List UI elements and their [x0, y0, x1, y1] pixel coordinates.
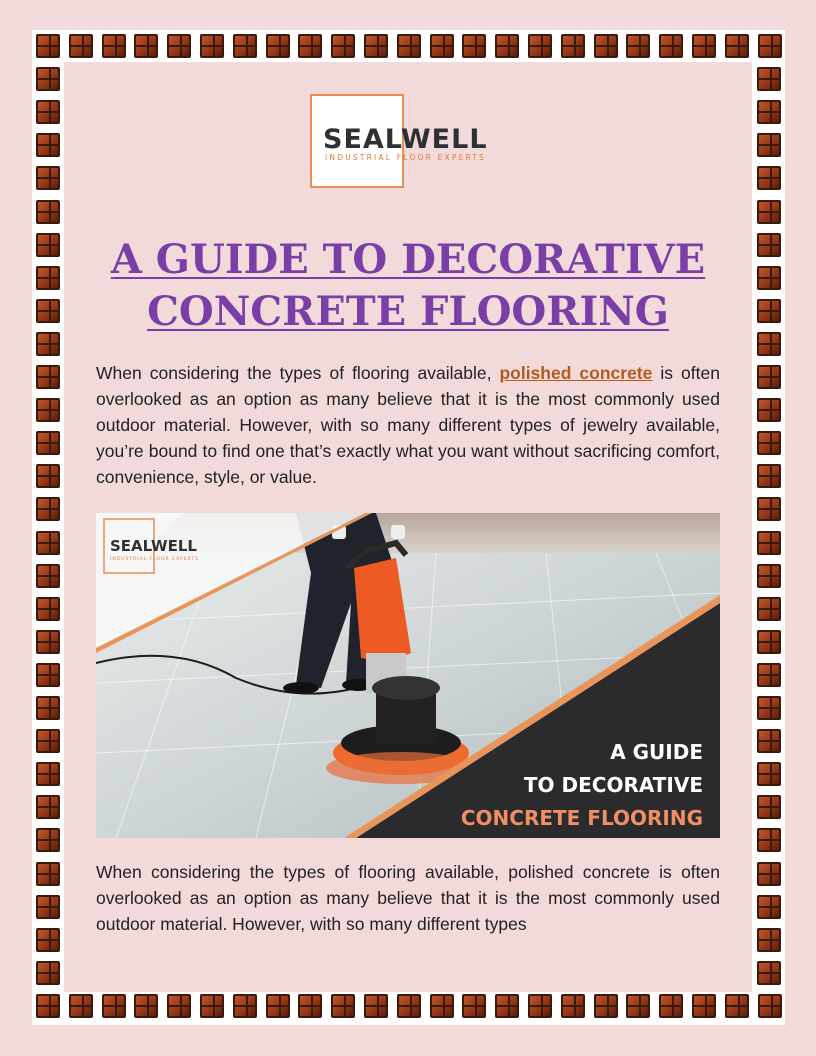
border-box-icon: [298, 994, 322, 1018]
hero-image: [96, 513, 720, 838]
border-box-icon: [561, 994, 585, 1018]
border-box-icon: [167, 994, 191, 1018]
border-box-icon: [757, 729, 781, 753]
border-box-icon: [692, 34, 716, 58]
border-box-icon: [430, 994, 454, 1018]
border-box-icon: [102, 34, 126, 58]
border-box-icon: [233, 34, 257, 58]
border-box-icon: [36, 795, 60, 819]
border-box-icon: [36, 464, 60, 488]
border-box-icon: [397, 994, 421, 1018]
border-box-icon: [102, 994, 126, 1018]
border-box-icon: [757, 961, 781, 985]
border-box-icon: [758, 34, 782, 58]
border-box-icon: [36, 266, 60, 290]
border-box-icon: [36, 630, 60, 654]
second-paragraph: When considering the types of flooring available, polished concrete is often overlooked as an option as many believe that it is the most commonly used outdoor material. However, with so many different types: [96, 862, 720, 934]
border-box-icon: [364, 994, 388, 1018]
border-box-icon: [266, 34, 290, 58]
border-box-icon: [69, 34, 93, 58]
border-box-icon: [200, 34, 224, 58]
border-box-icon: [758, 994, 782, 1018]
border-box-icon: [266, 994, 290, 1018]
border-box-icon: [36, 100, 60, 124]
border-box-icon: [36, 597, 60, 621]
border-box-icon: [462, 994, 486, 1018]
border-box-icon: [626, 34, 650, 58]
border-box-icon: [626, 994, 650, 1018]
border-box-icon: [233, 994, 257, 1018]
border-box-icon: [36, 166, 60, 190]
border-box-icon: [757, 630, 781, 654]
border-box-icon: [36, 233, 60, 257]
logo-brand: SEALWELL: [323, 124, 488, 155]
border-box-icon: [692, 994, 716, 1018]
border-box-icon: [36, 862, 60, 886]
border-box-icon: [757, 663, 781, 687]
border-box-icon: [757, 266, 781, 290]
border-box-icon: [561, 34, 585, 58]
polished-concrete-link[interactable]: polished concrete: [499, 363, 653, 383]
border-box-icon: [36, 828, 60, 852]
border-box-icon: [757, 100, 781, 124]
border-box-icon: [757, 166, 781, 190]
border-box-icon: [528, 994, 552, 1018]
border-box-icon: [430, 34, 454, 58]
border-box-icon: [331, 34, 355, 58]
border-box-icon: [36, 696, 60, 720]
border-box-icon: [594, 994, 618, 1018]
border-box-icon: [36, 994, 60, 1018]
page-title: A GUIDE TO DECORATIVE CONCRETE FLOORING: [110, 236, 706, 335]
border-box-icon: [659, 34, 683, 58]
border-box-icon: [757, 762, 781, 786]
border-box-icon: [36, 67, 60, 91]
hero-title-line-1: A GUIDE: [610, 740, 703, 764]
border-box-icon: [757, 564, 781, 588]
border-box-icon: [134, 994, 158, 1018]
border-box-icon: [757, 299, 781, 323]
border-box-icon: [757, 862, 781, 886]
border-box-icon: [36, 332, 60, 356]
border-box-icon: [36, 497, 60, 521]
border-box-icon: [69, 994, 93, 1018]
border-box-icon: [36, 729, 60, 753]
border-box-icon: [757, 795, 781, 819]
border-box-icon: [200, 994, 224, 1018]
border-box-icon: [36, 531, 60, 555]
border-box-icon: [36, 762, 60, 786]
border-box-icon: [36, 431, 60, 455]
border-box-icon: [757, 464, 781, 488]
border-box-icon: [364, 34, 388, 58]
border-box-icon: [757, 332, 781, 356]
border-box-icon: [757, 200, 781, 224]
border-box-icon: [757, 431, 781, 455]
floor-polishing-photo: [96, 513, 720, 838]
border-box-icon: [36, 895, 60, 919]
border-box-icon: [528, 34, 552, 58]
border-box-icon: [36, 299, 60, 323]
border-box-icon: [757, 597, 781, 621]
border-box-icon: [495, 994, 519, 1018]
border-box-icon: [659, 994, 683, 1018]
border-box-icon: [757, 398, 781, 422]
border-box-icon: [36, 200, 60, 224]
border-box-icon: [36, 398, 60, 422]
border-box-icon: [134, 34, 158, 58]
border-box-icon: [757, 497, 781, 521]
border-box-icon: [757, 696, 781, 720]
border-box-icon: [757, 133, 781, 157]
border-box-icon: [298, 34, 322, 58]
border-box-icon: [36, 663, 60, 687]
hero-title-line-2: TO DECORATIVE: [523, 773, 703, 797]
border-box-icon: [757, 928, 781, 952]
border-box-icon: [725, 34, 749, 58]
border-box-icon: [397, 34, 421, 58]
border-box-icon: [495, 34, 519, 58]
hero-logo-tagline: INDUSTRIAL FLOOR EXPERTS: [110, 557, 199, 562]
intro-text-before: When considering the types of flooring available,: [96, 363, 500, 383]
border-box-icon: [36, 34, 60, 58]
border-box-icon: [757, 67, 781, 91]
border-box-icon: [594, 34, 618, 58]
hero-title-line-3: CONCRETE FLOORING: [460, 806, 703, 830]
intro-paragraph: [96, 360, 720, 490]
hero-logo-brand: SEALWELL: [110, 537, 197, 555]
border-box-icon: [331, 994, 355, 1018]
border-box-icon: [36, 365, 60, 389]
border-box-icon: [757, 828, 781, 852]
border-box-icon: [757, 531, 781, 555]
border-box-icon: [757, 233, 781, 257]
border-box-icon: [36, 961, 60, 985]
logo-tagline: INDUSTRIAL FLOOR EXPERTS: [325, 153, 487, 162]
border-box-icon: [36, 928, 60, 952]
border-box-icon: [36, 564, 60, 588]
border-box-icon: [725, 994, 749, 1018]
border-box-icon: [167, 34, 191, 58]
border-box-icon: [757, 895, 781, 919]
border-box-icon: [36, 133, 60, 157]
intro-text-after: is often overlooked as an option as many believe that it is the most commonly used outdoor material. However, with so many different types of jewelry available, you’re bound to find one that’s exactly what you want without sacrificing comfort, convenience, style, or value.: [96, 363, 720, 487]
border-box-icon: [462, 34, 486, 58]
border-box-icon: [757, 365, 781, 389]
